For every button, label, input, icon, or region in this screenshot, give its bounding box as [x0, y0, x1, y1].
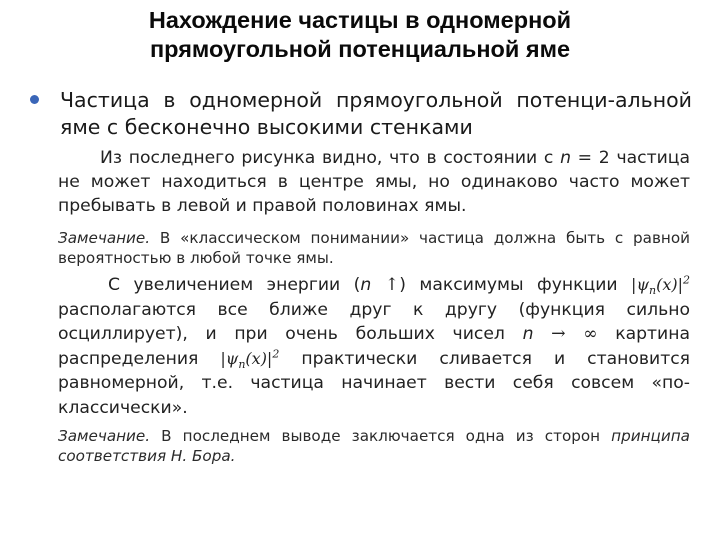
paragraph-1-rest: частица не может находиться в центре ямы, но одинаково часто может пребывать в левой и правой половинах ямы. — [58, 148, 690, 216]
quantum-number-n: n — [560, 148, 571, 168]
psi-sup-2: 2 — [682, 273, 690, 287]
paragraph-1-text: Из последнего рисунка видно, что в состоянии с — [100, 148, 561, 168]
arrow-up-icon: ↑ — [384, 275, 400, 295]
note-2-italic: принципа соответствия Н. Бора. — [58, 427, 690, 465]
psi-squared-formula-2 — [220, 347, 280, 371]
note-bohr — [58, 426, 690, 466]
psi-sup-2-2: 2 — [272, 347, 280, 361]
note-classical — [58, 228, 690, 268]
paragraph-rectangle-well — [58, 146, 690, 218]
paragraph-2-part-4: картина распределения — [58, 324, 690, 369]
psi-sub-n-2: n — [238, 357, 246, 371]
note-1-label: Замечание. — [58, 229, 151, 247]
psi-func-2: |ψ — [220, 348, 239, 368]
paragraph-2-part-3: располагаются все ближе друг к другу (функция сильно осциллирует), и при очень больших чисел — [58, 299, 690, 344]
slide-title-line-1: Нахождение частицы в одномерной — [148, 7, 572, 33]
psi-squared-formula — [631, 273, 690, 298]
paragraph-1-equals: = 2 — [570, 148, 610, 168]
paragraph-energy-increase — [58, 273, 690, 420]
slide-title — [60, 6, 660, 64]
psi-func: |ψ — [631, 275, 649, 294]
note-2-label: Замечание. — [58, 427, 151, 445]
tends-to-infinity: → ∞ — [533, 324, 598, 344]
psi-arg-2: (x)| — [245, 348, 273, 368]
psi-sub-n: n — [648, 284, 657, 298]
note-1-text: В «классическом понимании» частица должна быть с равной вероятностью в любой точке ямы. — [58, 229, 690, 267]
quantum-number-n-2: n — [360, 275, 372, 295]
bullet-dot-icon — [30, 95, 39, 104]
paragraph-2-part-2: ) максимумы функции — [399, 275, 632, 295]
note-2-text: В последнем выводе заключается одна из сторон — [150, 427, 612, 445]
bullet-text: Частица в одномерной прямоугольной потенци-альной яме с бесконечно высокими стенками — [60, 88, 692, 139]
psi-arg: (x)| — [656, 275, 683, 294]
quantum-number-n-3: n — [522, 324, 534, 344]
paragraph-2-part-1: С увеличением энергии ( — [108, 275, 361, 295]
slide-title-line-2: прямоугольной потенциальной яме — [149, 36, 571, 62]
paragraph-2-part-5: практически сливается и становится равномерной, т.е. частица начинает вести себя совсем «по-классически». — [58, 348, 690, 418]
